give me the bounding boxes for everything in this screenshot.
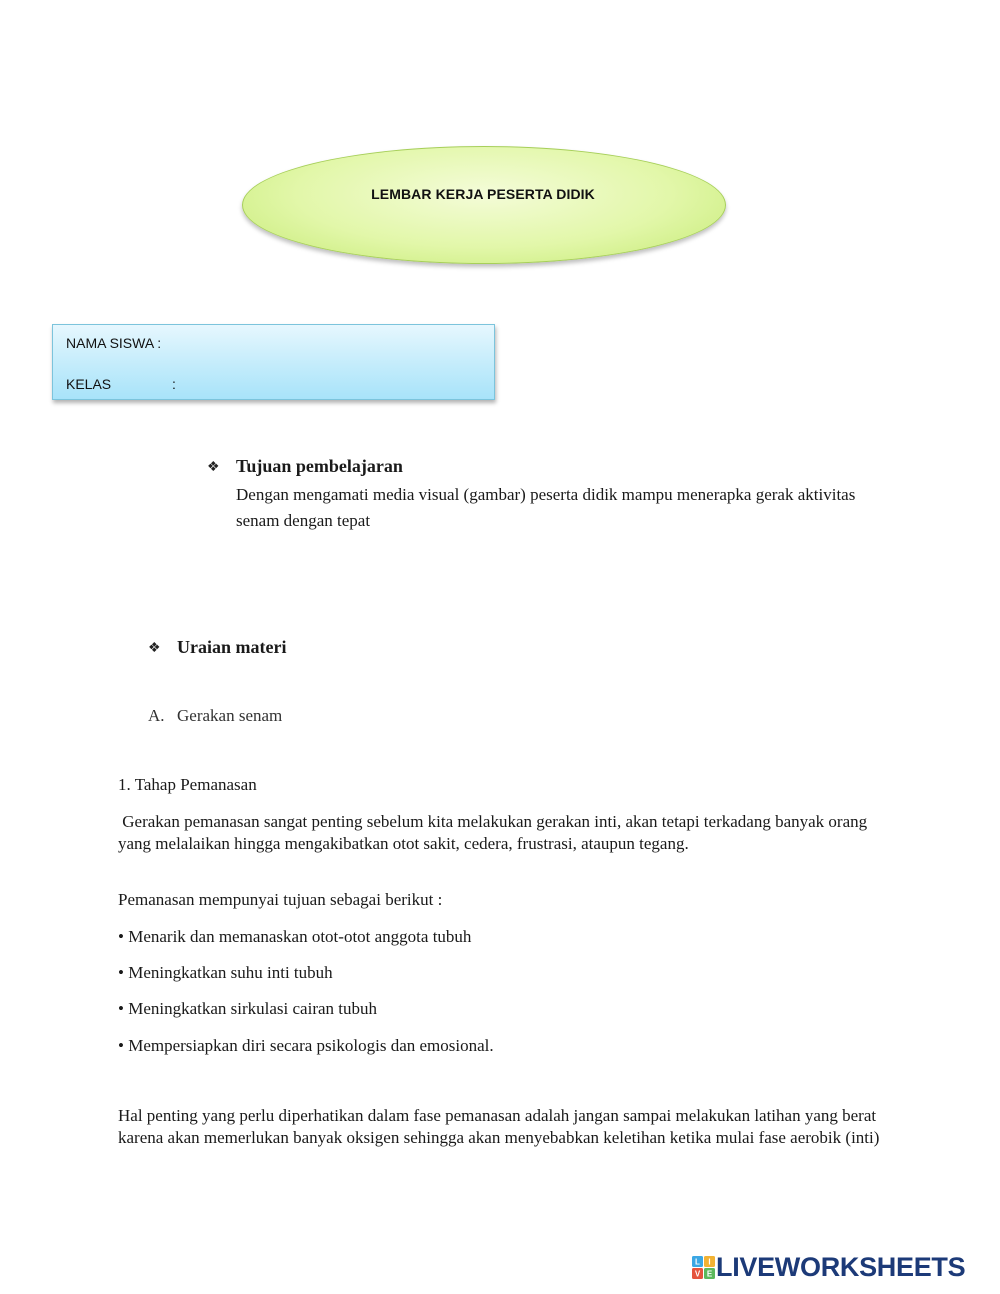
list-item: • Menarik dan memanaskan otot-otot anggota tubuh (118, 927, 472, 946)
student-class-colon: : (172, 376, 176, 392)
objective-text: Dengan mengamati media visual (gambar) peserta didik mampu menerapka gerak aktivitas senam dengan tepat (236, 485, 856, 530)
objective-bullet-icon: ❖ (207, 460, 220, 475)
student-class-label: KELAS (66, 376, 112, 392)
student-info-box (52, 324, 495, 400)
list-item: • Mempersiapkan diri secara psikologis dan emosional. (118, 1036, 494, 1055)
section-title: Gerakan senam (177, 706, 283, 725)
material-heading: Uraian materi (177, 637, 287, 657)
list-item: • Meningkatkan suhu inti tubuh (118, 963, 333, 982)
paragraph-purpose: Pemanasan mempunyai tujuan sebagai berikut : (118, 890, 443, 909)
section-label: A. (148, 706, 165, 725)
svg-text:I: I (708, 1257, 711, 1267)
objective-heading: Tujuan pembelajaran (236, 456, 403, 476)
paragraph-intro-text: Gerakan pemanasan sangat penting sebelum kita melakukan gerakan inti, akan tetapi terkadang banyak orang yang melalaikan hingga mengakibatkan otot sakit, cedera, frustrasi, ataupun tegang. (118, 812, 868, 853)
list-item: • Meningkatkan sirkulasi cairan tubuh (118, 999, 378, 1018)
svg-text:V: V (694, 1269, 701, 1279)
svg-text:E: E (706, 1269, 713, 1279)
svg-text:L: L (695, 1257, 700, 1267)
paragraph-intro (118, 811, 888, 855)
student-name-label: NAMA SISWA : (66, 335, 162, 351)
liveworksheets-logo-icon (692, 1256, 716, 1280)
liveworksheets-logo-text: LIVEWORKSHEETS (716, 1252, 966, 1282)
paragraph-note: Hal penting yang perlu diperhatikan dalam fase pemanasan adalah jangan sampai melakukan latihan yang berat karena akan memerlukan banyak oksigen sehingga akan menyebabkan keletihan ketika mulai fase aerobik (inti) (118, 1106, 880, 1147)
material-bullet-icon: ❖ (148, 641, 161, 656)
step-heading: 1. Tahap Pemanasan (118, 775, 257, 794)
title-ellipse (242, 146, 726, 264)
page-title: LEMBAR KERJA PESERTA DIDIK (371, 186, 595, 202)
